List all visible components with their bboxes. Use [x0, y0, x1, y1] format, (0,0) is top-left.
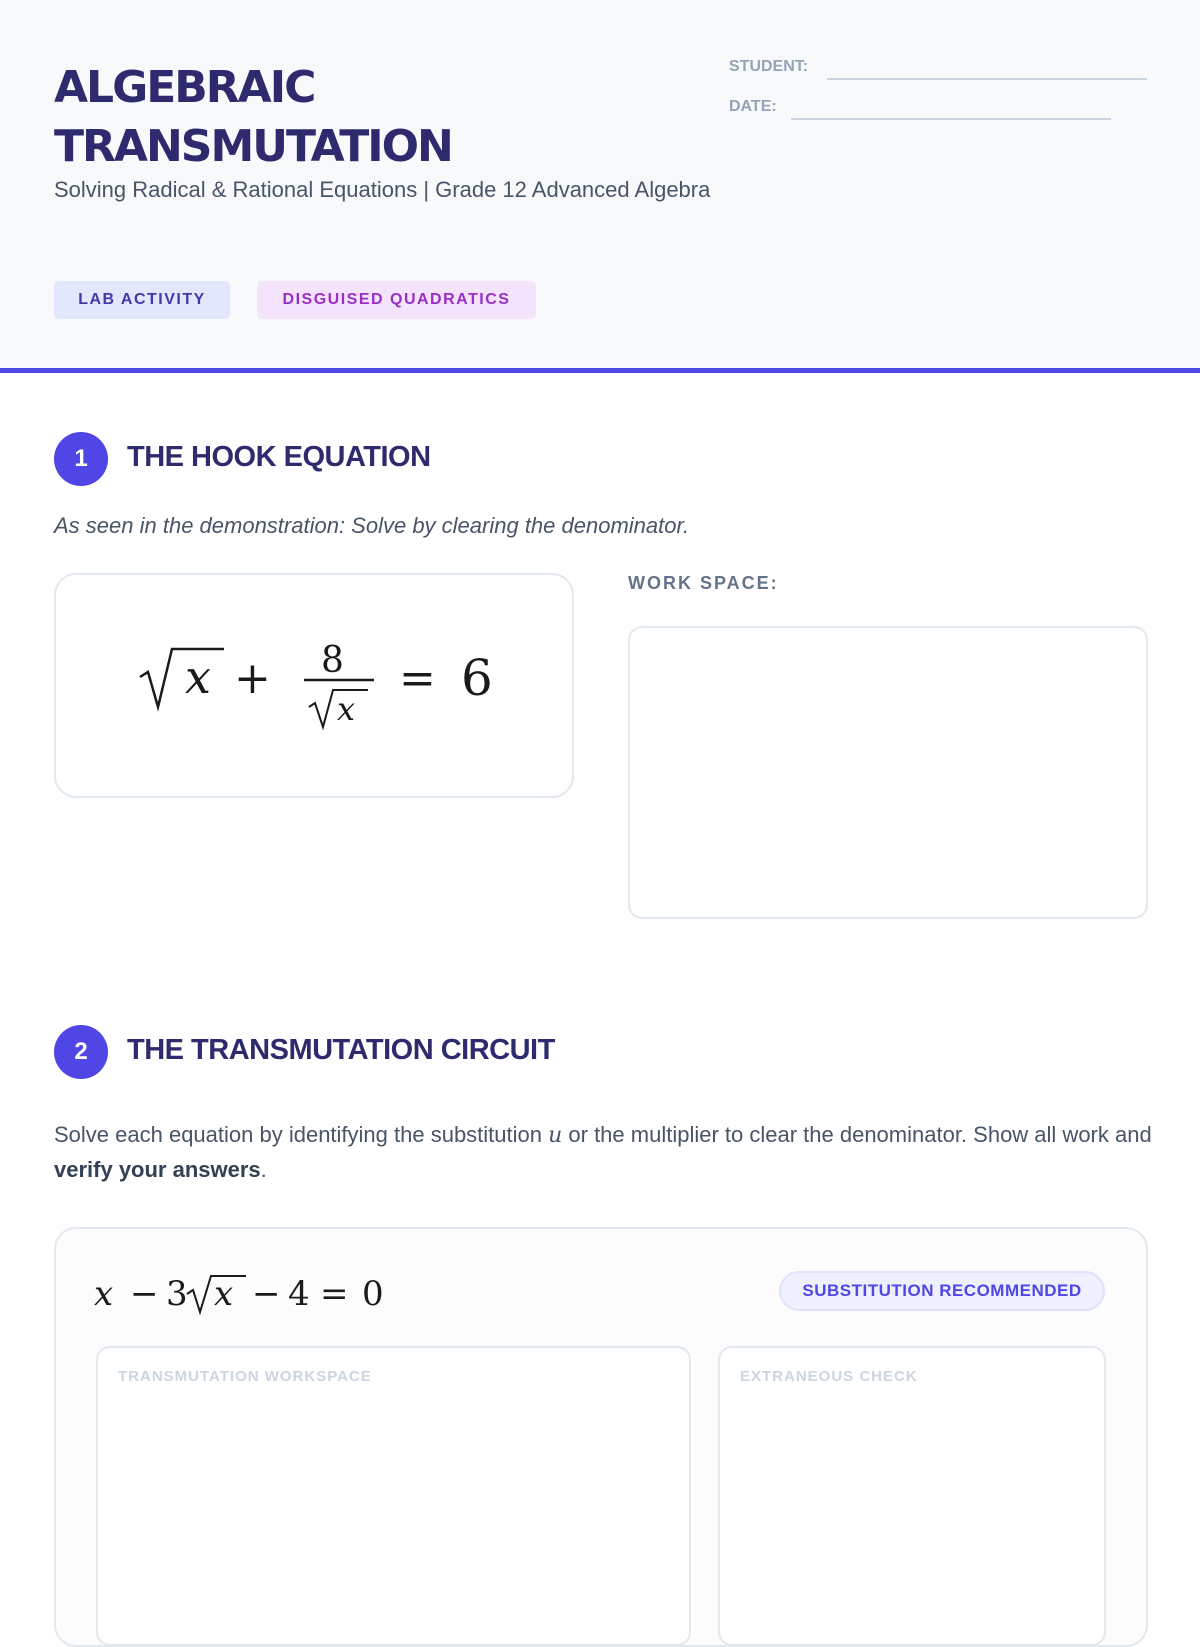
circuit-description-middle: or the multiplier to clear the denominator. Show all work and: [562, 1122, 1152, 1147]
page-title: ALGEBRAIC TRANSMUTATION: [54, 62, 452, 172]
date-line[interactable]: [791, 118, 1111, 120]
problem-rhs: 0: [362, 1274, 384, 1314]
hook-workspace-area[interactable]: [628, 626, 1148, 919]
section-2-title: THE TRANSMUTATION CIRCUIT: [127, 1034, 555, 1066]
plus-sign: +: [234, 653, 271, 704]
page-subtitle: Solving Radical & Rational Equations | Grade 12 Advanced Algebra: [54, 177, 711, 202]
circuit-description-end: .: [260, 1157, 267, 1182]
problem-radicand-x: x: [214, 1274, 234, 1314]
extraneous-check-box[interactable]: [718, 1346, 1106, 1646]
workspace-label: WORK SPACE:: [628, 573, 779, 593]
substitution-badge: SUBSTITUTION RECOMMENDED: [779, 1271, 1105, 1311]
equals-sign: =: [399, 653, 436, 704]
section-1-title: THE HOOK EQUATION: [127, 441, 431, 473]
student-name-line[interactable]: [827, 78, 1147, 80]
date-label: DATE:: [729, 98, 777, 115]
student-label: STUDENT:: [729, 58, 809, 75]
problem-coefficient: 3: [166, 1274, 188, 1314]
radical-sign: [140, 649, 224, 707]
worksheet-header: [0, 0, 1200, 373]
fraction-numerator: 8: [321, 640, 344, 681]
problem-minus-2: −: [252, 1274, 281, 1314]
circuit-description: [54, 1118, 1164, 1187]
hook-description: As seen in the demonstration: Solve by clearing the denominator.: [54, 513, 690, 538]
transmutation-workspace[interactable]: [96, 1346, 691, 1646]
section-2-badge: 2: [54, 1025, 108, 1079]
problem-constant: 4: [288, 1274, 310, 1314]
equation-rhs: 6: [461, 649, 493, 707]
section-1-badge: 1: [54, 432, 108, 486]
tag-disguised-quadratics: DISGUISED QUADRATICS: [257, 281, 536, 319]
problem-minus-1: −: [130, 1274, 159, 1314]
problem-equation: [90, 1262, 410, 1322]
transmutation-workspace-label: TRANSMUTATION WORKSPACE: [118, 1368, 372, 1385]
verify-emphasis: verify your answers: [54, 1157, 261, 1182]
substitution-variable: u: [548, 1123, 563, 1148]
tag-lab-activity: LAB ACTIVITY: [54, 281, 230, 319]
radicand-x: x: [185, 650, 211, 704]
hook-equation: [56, 575, 572, 796]
extraneous-check-label: EXTRANEOUS CHECK: [740, 1368, 918, 1385]
hook-equation-card: [54, 573, 574, 798]
problem-lead-x: x: [94, 1274, 114, 1314]
denominator-radicand-x: x: [337, 690, 356, 728]
problem-equals-sign: =: [320, 1274, 349, 1314]
circuit-description-start: Solve each equation by identifying the substitution: [54, 1122, 549, 1147]
